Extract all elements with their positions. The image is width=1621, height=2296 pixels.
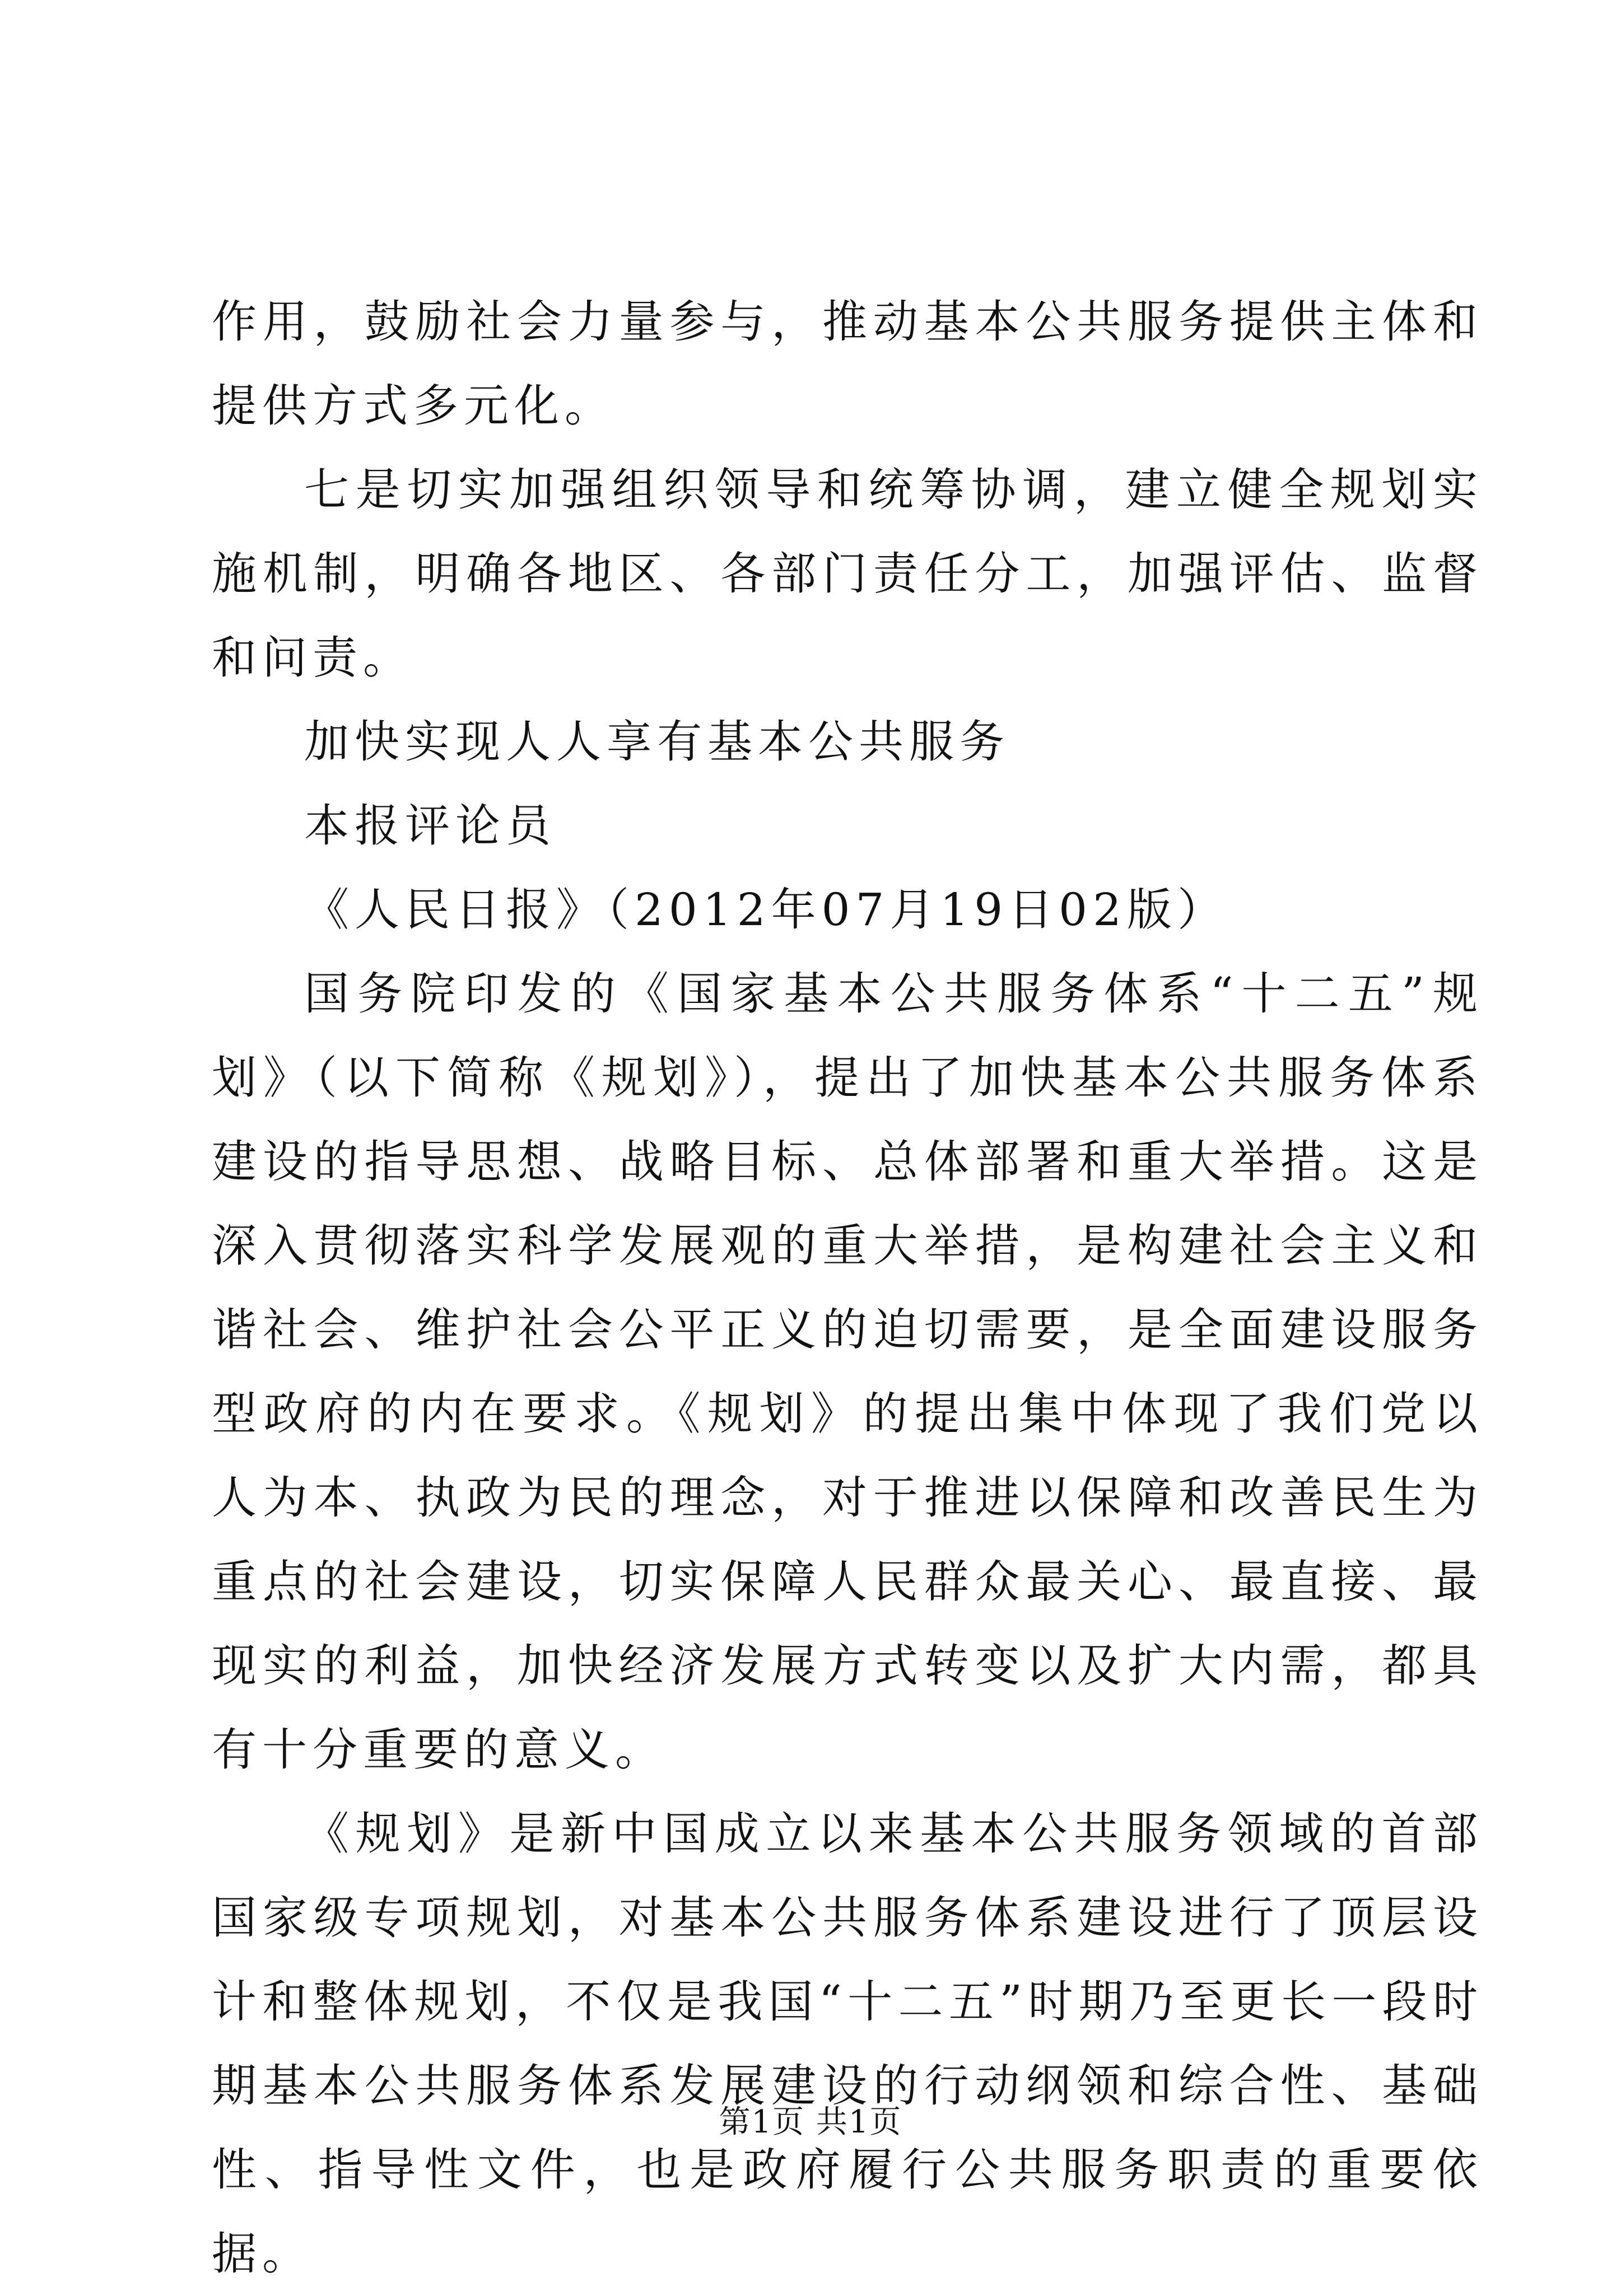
document-body [212, 280, 1483, 2296]
article-author: 本报评论员 [304, 800, 556, 852]
page-number-footer: 第1页 共1页 [719, 2104, 902, 2140]
article-source: 《人民日报》（2012年07月19日02版） [304, 884, 1228, 936]
paragraph-significance: 《规划》是新中国成立以来基本公共服务领域的首部国家级专项规划，对基本公共服务体系建设进行了顶层设计和整体规划，不仅是我国“十二五”时期乃至更长一段时期基本公共服务体系发展建设的行动纲领和综合性、基础性、指导性文件，也是政府履行公共服务职责的重要依据。 [212, 1808, 1483, 2280]
paragraph-intro: 国务院印发的《国家基本公共服务体系“十二五”规划》（以下简称《规划》），提出了加快基本公共服务体系建设的指导思想、战略目标、总体部署和重大举措。这是深入贯彻落实科学发展观的重大举措，是构建社会主义和谐社会、维护社会公平正义的迫切需要，是全面建设服务型政府的内在要求。《规划》的提出集中体现了我们党以人为本、执政为民的理念，对于推进以保障和改善民生为重点的社会建设，切实保障人民群众最关心、最直接、最现实的利益，加快经济发展方式转变以及扩大内需，都具有十分重要的意义。 [212, 968, 1483, 1776]
paragraph-point-seven: 七是切实加强组织领导和统筹协调，建立健全规划实施机制，明确各地区、各部门责任分工，加强评估、监督和问责。 [212, 464, 1483, 684]
article-title: 加快实现人人享有基本公共服务 [304, 716, 1010, 768]
paragraph-continuation: 作用，鼓励社会力量参与，推动基本公共服务提供主体和提供方式多元化。 [212, 296, 1483, 432]
